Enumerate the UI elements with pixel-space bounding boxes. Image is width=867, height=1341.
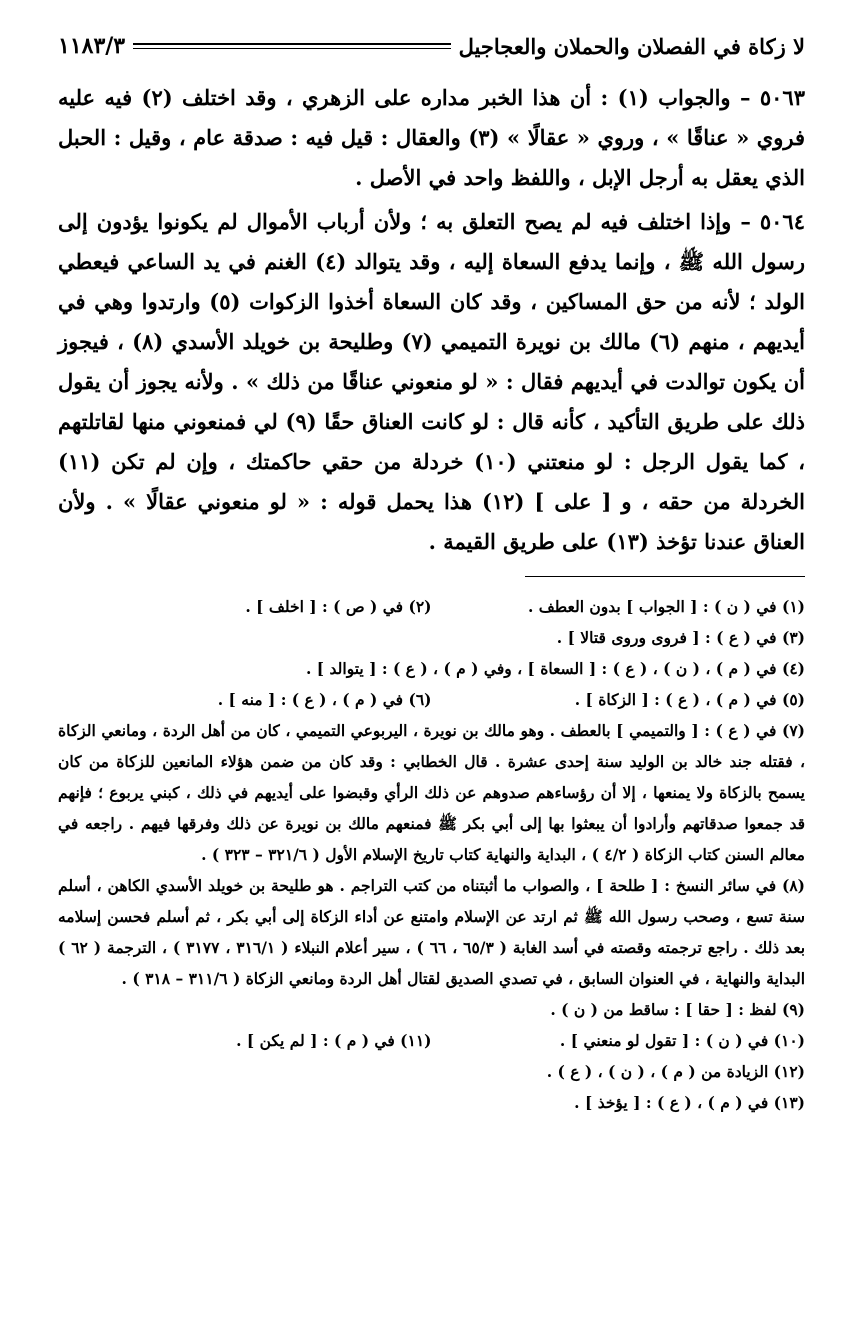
footnote-row — [58, 591, 805, 622]
footnotes — [58, 591, 805, 1118]
running-title: لا زكاة في الفصلان والحملان والعجاجيل — [458, 33, 805, 59]
paragraph-number: ٥٠٦٤ — [759, 209, 805, 234]
running-header — [58, 28, 805, 64]
footnote-10: (١٠) في ( ن ) : [ تقول لو منعني ] . — [559, 1031, 805, 1050]
paragraph-5063 — [58, 78, 805, 198]
footnote-8: (٨) في سائر النسخ : [ طلحة ] ، والصواب ما أثبتناه من كتب التراجم . هو طليحة بن خويلد الأسدي الكاهن ، أسلم سنة تسع ، وصحب رسول الله ﷺ ثم ارتد عن الإسلام وامتنع عن أداء الزكاة إلى أبي بكر ، ثم أسلم فحسن إسلامه بعد ذلك . راجع ترجمته وقصته في أسد الغابة ( ٦٥/٣ ، ٦٦ ) ، سير أعلام النبلاء ( ٣١٦/١ ، ٣١٧٧ ) ، الترجمة ( ٦٢ ) البداية والنهاية ، في العنوان السابق ، في تصدي الصديق لقتال أهل الردة ومانعي الزكاة ( ٣١١/٦ – ٣١٨ ) . — [58, 876, 806, 988]
footnote-9: (٩) لفظ : [ حقا ] : ساقط من ( ن ) . — [550, 1000, 805, 1019]
footnote-12: (١٢) الزيادة من ( م ) ، ( ن ) ، ( ع ) . — [546, 1062, 805, 1081]
footnote-row — [58, 684, 805, 715]
footnote-6: (٦) في ( م ) ، ( ع ) : [ منه ] . — [217, 690, 432, 709]
footnote-separator — [525, 576, 805, 577]
footnote-5: (٥) في ( م ) ، ( ع ) : [ الزكاة ] . — [574, 690, 805, 709]
paragraph-text: – والجواب (١) : أن هذا الخبر مداره على الزهري ، وقد اختلف (٢) فيه عليه فروي « عناقًا » ، وروي « عقالًا » (٣) والعقال : قيل فيه : صدقة عام ، وقيل : الحبل الذي يعقل به أرجل الإبل ، واللفظ واحد في الأصل . — [58, 85, 806, 190]
footnote-13: (١٣) في ( م ) ، ( ع ) : [ يؤخذ ] . — [574, 1093, 805, 1112]
main-text — [58, 78, 805, 562]
paragraph-text: – وإذا اختلف فيه لم يصح التعلق به ؛ ولأن أرباب الأموال لم يكونوا يؤدون إلى رسول الله ﷺ ، وإنما يدفع السعاة إليه ، وقد يتوالد (٤) الغنم في يد الساعي فيعطي الولد ؛ لأنه من حق المساكين ، وقد كان السعاة أخذوا الزكوات (٥) وارتدوا وهي في أيديهم ، منهم (٦) مالك بن نويرة التميمي (٧) وطليحة بن خويلد الأسدي (٨) ، فيجوز أن يكون توالدت في أيديهم فقال : « لو منعوني عناقًا من ذلك » . ولأنه يجوز أن يقول ذلك على طريق التأكيد ، كأنه قال : لو كانت العناق حقًا (٩) لي فمنعوني منها لقاتلتهم ، كما يقول الرجل : لو منعتني (١٠) خردلة من حقي حاكمتك ، وإن لم تكن (١١) الخردلة من حقه ، و [ على ] (١٢) هذا يحمل قوله : « لو منعوني عقالًا » . ولأن العناق عندنا تؤخذ (١٣) على طريق القيمة . — [58, 209, 806, 554]
footnote-row — [58, 994, 805, 1025]
footnote-2: (٢) في ( ص ) : [ اخلف ] . — [245, 597, 432, 616]
paragraph-number: ٥٠٦٣ — [759, 85, 805, 110]
footnote-7: (٧) في ( ع ) : [ والتميمي ] بالعطف . وهو مالك بن نويرة ، اليربوعي التميمي ، كان من أهل الردة ، ومانعي الزكاة ، فقتله جند خالد بن الوليد سنة إحدى عشرة . قال الخطابي : وقد كان من ضمن هؤلاء المانعين للزكاة من كان يسمح بالزكاة ولا يمنعها ، إلا أن رؤساءهم صدوهم عن ذلك الرأي وقبضوا على أيديهم في ذلك ، كبني يربوع ؛ فإنهم قد جمعوا صدقاتهم وأرادوا أن يبعثوا بها إلى أبي بكر ﷺ فمنعهم مالك بن نويرة عن ذلك وفرقها فيهم . راجعه في معالم السنن كتاب الزكاة ( ٤/٢ ) ، البداية والنهاية كتاب تاريخ الإسلام الأول ( ٣٢١/٦ – ٣٢٣ ) . — [58, 721, 805, 864]
footnote-row — [58, 1025, 805, 1056]
paragraph-5064 — [58, 202, 805, 562]
page-number: ١١٨٣/٣ — [58, 33, 126, 59]
footnote-4: (٤) في ( م ) ، ( ن ) ، ( ع ) : [ السعاة ] ، وفي ( م ) ، ( ع ) : [ يتوالد ] . — [306, 659, 805, 678]
footnote-3: (٣) في ( ع ) : [ فروى وروى قتالا ] . — [556, 628, 805, 647]
footnote-11: (١١) في ( م ) : [ لم يكن ] . — [236, 1031, 432, 1050]
header-rule — [133, 43, 451, 49]
footnote-1: (١) في ( ن ) : [ الجواب ] بدون العطف . — [527, 597, 805, 616]
